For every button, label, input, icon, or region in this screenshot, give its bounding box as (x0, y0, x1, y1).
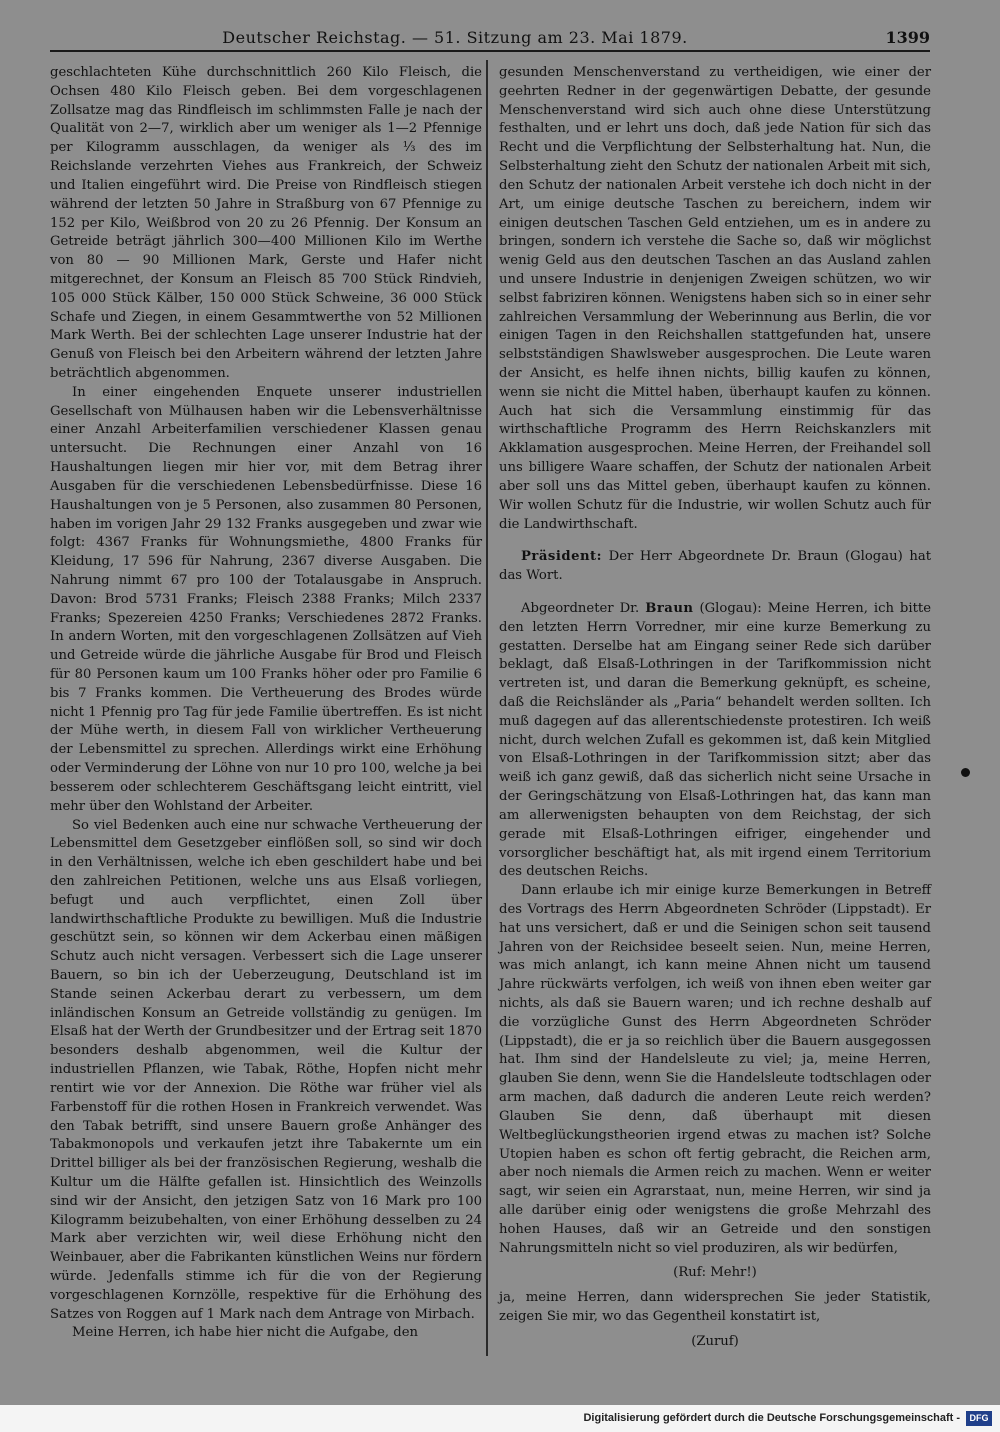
dfg-logo: DFG (966, 1411, 992, 1426)
running-title: Deutscher Reichstag. — 51. Sitzung am 23. Mai 1879. (222, 28, 688, 47)
interjection: (Ruf: Mehr!) (673, 1265, 757, 1281)
statement-text: Der Herr Abgeordnete Dr. Braun (Glogau) hat das Wort. (499, 549, 931, 584)
speaker-name: Braun (645, 600, 694, 616)
page-header (50, 28, 930, 52)
paragraph: ja, meine Herren, dann widersprechen Sie jeder Statistik, zeigen Sie mir, wo das Gegentheil konstatirt ist, (499, 1290, 931, 1324)
funding-note: Digitalisierung gefördert durch die Deutsche Forschungsgemeinschaft - (583, 1412, 960, 1424)
footer-bar (0, 1405, 1000, 1432)
speech-paragraph (499, 600, 931, 882)
page-number: 1399 (885, 28, 930, 47)
paragraph: In einer eingehenden Enquete unserer industriellen Gesellschaft von Mülhausen haben wir die Lebensverhältnisse einer Anzahl Arbeiterfamilien verschiedener Klassen genau untersucht. Die Rechnungen einer Anzahl von 16 Haushaltungen liegen mir hier vor, mit dem Betrag ihrer Ausgaben für die verschiedenen Lebensbedürfnisse. Diese 16 Haushaltungen von je 5 Personen, also zusammen 80 Personen, haben im vorigen Jahr 29 132 Franks ausgegeben und zwar wie folgt: 4367 Franks für Wohnungsmiethe, 4800 Franks für Kleidung, 17 596 für Nahrung, 2367 diverse Ausgaben. Die Nahrung nimmt 67 pro 100 der Totalausgabe in Anspruch. Davon: Brod 5731 Franks; Fleisch 2388 Franks; Milch 2337 Franks; Spezereien 4250 Franks; Verschiedenes 2872 Franks. In andern Worten, mit den vorgeschlagenen Zollsätzen auf Vieh und Getreide würde die jährliche Ausgabe für Brod und Fleisch für 80 Personen kaum um 100 Franks höher oder pro Familie 6 bis 7 Franks kommen. Die Vertheuerung des Brodes würde nicht 1 Pfennig pro Tag für jede Familie übertreffen. Es ist nicht der Mühe werth, in diesem Fall von wirklicher Vertheuerung der Lebensmittel zu sprechen. Allerdings wirkt eine Erhöhung oder Verminderung der Löhne von nur 10 pro 100, welche ja bei besserem oder schlechterem Geschäftsgang leicht eintritt, viel mehr über den Wohlstand der Arbeiter. (50, 384, 482, 814)
speaker-intro: Abgeordneter Dr. (521, 600, 640, 616)
president-statement (499, 548, 931, 586)
scan-artifact-dot (961, 768, 970, 777)
paragraph: geschlachteten Kühe durchschnittlich 260 Kilo Fleisch, die Ochsen 480 Kilo Fleisch geben. Bei dem vorgeschlagenen Zollsatze mag das Rindfleisch im schlimmsten Falle je nach der Qualität von 2—7, wirklich aber um weniger als 1—2 Pfennige per Kilogramm ausschlagen, da weniger als ⅓ des im Reichslande verzehrten Viehes aus Frankreich, der Schweiz und Italien eingeführt wird. Die Preise von Rindfleisch stiegen während der letzten 50 Jahre in Straßburg von 67 Pfennige zu 152 per Kilo, Weißbrod von 20 zu 26 Pfennig. Der Konsum an Getreide beträgt jährlich 300—400 Millionen Kilo im Werthe von 80 — 90 Millionen Mark, Gerste und Hafer nicht mitgerechnet, der Konsum an Fleisch 85 700 Stück Rindvieh, 105 000 Stück Kälber, 150 000 Stück Schweine, 36 000 Stück Schafe und Ziegen, in einem Gesammtwerthe von 52 Millionen Mark Werth. Bei der schlechten Lage unserer Industrie hat der Genuß von Fleisch bei den Arbeitern während der letzten Jahre beträchtlich abgenommen. (50, 65, 482, 381)
paragraph: So viel Bedenken auch eine nur schwache Vertheuerung der Lebensmittel dem Gesetzgeber einflößen soll, so sind wir doch in den Verhältnissen, welche ich eben geschildert habe und bei den zahlreichen Petitionen, welche uns aus Elsaß vorliegen, befugt und auch verpflichtet, einen Zoll über landwirthschaftliche Produkte zu bewilligen. Muß die Industrie geschützt sein, so können wir dem Ackerbau einen mäßigen Schutz auch nicht versagen. Verbessert sich die Lage unserer Bauern, so bin ich der Ueberzeugung, Deutschland ist im Stande seinen Ackerbau derart zu verbessern, um dem inländischen Konsum an Getreide vollständig zu genügen. Im Elsaß hat der Werth der Grundbesitzer und der Ertrag seit 1870 besonders deshalb abgenommen, weil die Kultur der industriellen Pflanzen, wie Tabak, Röthe, Hopfen nicht mehr rentirt wie vor der Annexion. Die Röthe war früher viel als Farbenstoff für die rothen Hosen in Frankreich verwendet. Was den Tabak betrifft, sind unsere Bauern große Anhänger des Tabakmonopols und verkaufen jetzt ihre Tabakernte um ein Drittel billiger als bei der französischen Regierung, weshalb die Kultur um die Hälfte gefallen ist. Hinsichtlich des Weinzolls sind wir der Ansicht, den jetzigen Satz von 16 Mark pro 100 Kilogramm beizubehalten, von einer Erhöhung desselben zu 24 Mark aber verzichten wir, weil diese Erhöhung nicht den Weinbauer, aber die Fabrikanten künstlichen Weins nur fördern würde. Jedenfalls stimme ich für die von der Regierung vorgeschlagenen Kornzölle, respektive für die Erhöhung des Satzes von Roggen auf 1 Mark nach dem Antrage von Mirbach. (50, 817, 482, 1322)
speech-text: (Glogau): Meine Herren, ich bitte den letzten Herrn Vorredner, mir eine kurze Bemerkung zu gestatten. Derselbe hat am Eingang seiner Rede sich darüber beklagt, daß Elsaß-Lothringen in der Tarifkommission nicht vertreten ist, und daran die Bemerkung geknüpft, es scheine, daß die Reichsländer als „Paria“ behandelt werden sollten. Ich muß dagegen auf das allerentschiedenste protestiren. Ich weiß nicht, durch welchen Zufall es gekommen ist, daß kein Mitglied von Elsaß-Lothringen in der Tarifkommission sitzt; aber das weiß ich ganz gewiß, daß das sicherlich nicht seine Ursache in der Geringschätzung von Elsaß-Lothringen hat, das kann man am allerwenigsten behaupten von dem Reichstag, der sich gerade mit Elsaß-Lothringen eifriger, eingehender und vorsorglicher beschäftigt hat, als mit irgend einem Territorium des deutschen Reichs. (499, 600, 931, 880)
interjection: (Zuruf) (691, 1333, 739, 1349)
left-column (50, 64, 482, 1343)
column-divider (486, 60, 488, 1356)
paragraph: Meine Herren, ich habe hier nicht die Aufgabe, den (72, 1325, 419, 1341)
speaker-label: Präsident: (521, 549, 603, 565)
right-column (499, 64, 931, 1358)
paragraph: Dann erlaube ich mir einige kurze Bemerkungen in Betreff des Vortrags des Herrn Abgeordneten Schröder (Lippstadt). Er hat uns versichert, daß er und die Seinigen schon seit tausend Jahren von der Reichsidee beseelt seien. Nun, meine Herren, was mich anlangt, ich kann meine Ahnen nicht um tausend Jahre rückwärts verfolgen, ich weiß von ihnen eben weiter gar nichts, als daß sie Bauern waren; und ich rechne deshalb auf die vorzügliche Gunst des Herrn Abgeordneten Schröder (Lippstadt), die er ja so reichlich über die Bauern ausgegossen hat. Ihm sind der Handelsleute zu viel; ja, meine Herren, glauben Sie denn, wenn Sie die Handelsleute todtschlagen oder arm machen, daß dadurch die anderen Leute reich werden? Glauben Sie denn, daß überhaupt mit diesen Weltbeglückungstheorien irgend etwas zu machen ist? Solche Utopien haben es schon oft fertig gebracht, die Reichen arm, aber noch niemals die Armen reich zu machen. Wenn er weiter sagt, wir seien ein Agrarstaat, nun, meine Herren, wir sind ja alle darüber einig oder wenigstens die große Mehrzahl des hohen Hauses, daß wir an Getreide und den sonstigen Nahrungsmitteln nicht so viel produziren, als wir bedürfen, (499, 883, 931, 1256)
paragraph: gesunden Menschenverstand zu vertheidigen, wie einer der geehrten Redner in der gegenwärtigen Debatte, der gesunde Menschenverstand wird sich auch ohne diese Unterstützung festhalten, und er lehrt uns doch, daß jede Nation für sich das Recht und die Verpflichtung der Selbsterhaltung hat. Nun, die Selbsterhaltung zieht den Schutz der nationalen Arbeit mit sich, den Schutz der nationalen Arbeit verstehe ich doch nicht in der Art, um einige deutsche Taschen zu bereichern, indem wir einigen deutschen Taschen Geld entziehen, um es in andere zu bringen, sondern ich verstehe die Sache so, daß wir möglichst wenig Geld aus den deutschen Taschen an das Ausland zahlen und unsere Industrie in denjenigen Zweigen schützen, wo wir selbst fabriziren können. Wenigstens haben sich so in einer sehr zahlreichen Versammlung der Weberinnung aus Berlin, die vor einigen Tagen in den Reichshallen stattgefunden hat, unsere selbstständigen Shawlsweber ausgesprochen. Die Leute waren der Ansicht, es helfe ihnen nichts, billig kaufen zu können, wenn sie nicht die Mittel haben, überhaupt kaufen zu können. Auch hat sich die Versammlung einstimmig für das wirthschaftliche Programm des Herrn Reichskanzlers mit Akklamation ausgesprochen. Meine Herren, der Freihandel soll uns billigere Waare schaffen, der Schutz der nationalen Arbeit aber soll uns das Mittel geben, überhaupt kaufen zu können. Wir wollen Schutz für die Industrie, wir wollen Schutz auch für die Landwirthschaft. (499, 65, 931, 532)
